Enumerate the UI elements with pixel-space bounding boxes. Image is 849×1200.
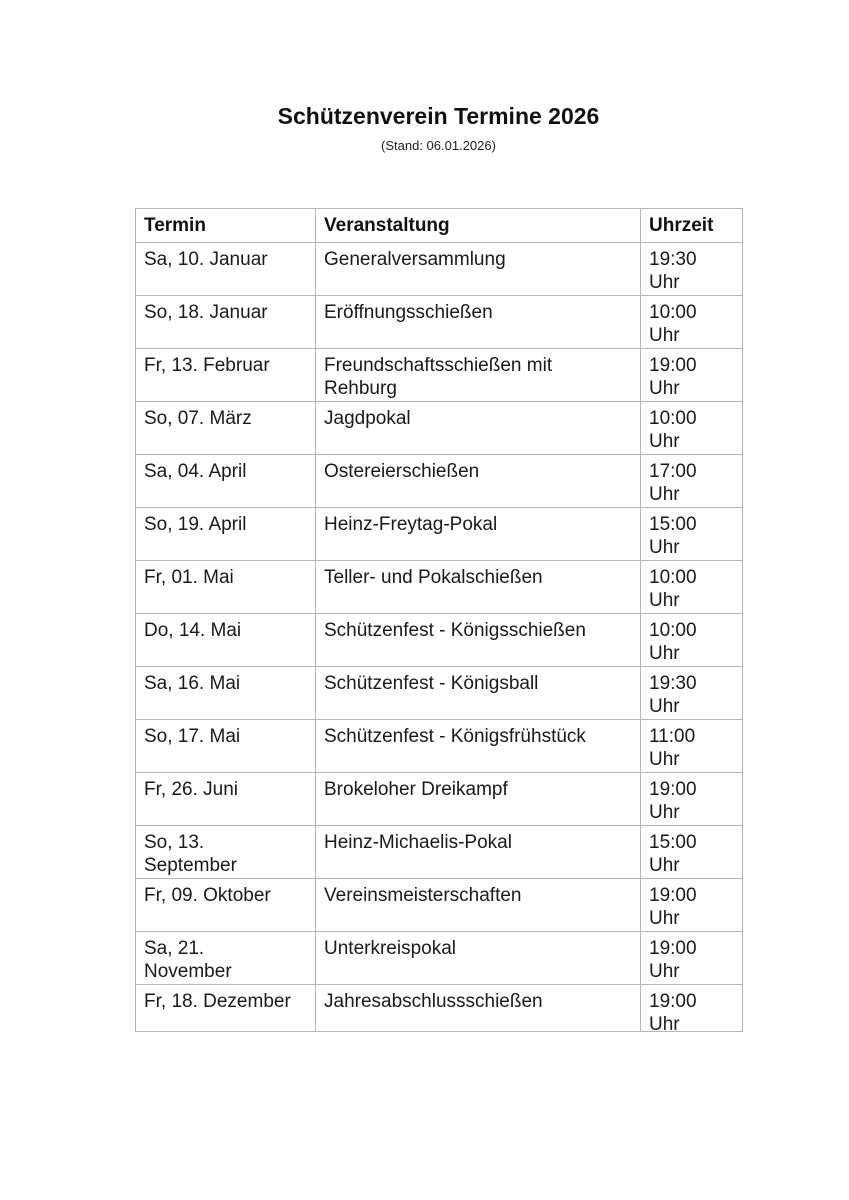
table-row bbox=[136, 561, 743, 614]
time-text: 11:00 bbox=[649, 726, 696, 747]
time-cell bbox=[641, 985, 743, 1032]
event-text: Schützenfest - Königsfrühstück bbox=[324, 726, 586, 747]
time-text: Uhr bbox=[649, 749, 680, 770]
time-cell bbox=[641, 243, 743, 296]
time-text: 10:00 bbox=[649, 567, 697, 588]
time-text: 19:00 bbox=[649, 779, 697, 800]
table-row bbox=[136, 773, 743, 826]
event-cell bbox=[316, 508, 641, 561]
termin-cell bbox=[136, 349, 316, 402]
time-cell bbox=[641, 879, 743, 932]
page-subtitle: (Stand: 06.01.2026) bbox=[381, 138, 496, 153]
time-cell bbox=[641, 826, 743, 879]
event-cell bbox=[316, 455, 641, 508]
time-text: 10:00 bbox=[649, 620, 697, 641]
time-text: Uhr bbox=[649, 325, 680, 346]
event-cell bbox=[316, 614, 641, 667]
time-cell bbox=[641, 773, 743, 826]
event-text: Teller- und Pokalschießen bbox=[324, 567, 543, 588]
termin-cell bbox=[136, 826, 316, 879]
table-row bbox=[136, 614, 743, 667]
event-text: Schützenfest - Königsschießen bbox=[324, 620, 586, 641]
time-cell bbox=[641, 932, 743, 985]
event-text: Brokeloher Dreikampf bbox=[324, 779, 508, 800]
column-header-label: Uhrzeit bbox=[649, 215, 714, 236]
document-content bbox=[135, 0, 742, 1032]
time-cell bbox=[641, 455, 743, 508]
time-text: 15:00 bbox=[649, 514, 697, 535]
termin-text: Sa, 04. April bbox=[144, 461, 247, 482]
event-text: Freundschaftsschießen mit bbox=[324, 355, 553, 376]
time-cell bbox=[641, 667, 743, 720]
time-text: 19:30 bbox=[649, 249, 697, 270]
time-text: Uhr bbox=[649, 1014, 680, 1031]
column-header-label: Veranstaltung bbox=[324, 215, 450, 236]
termin-text: Fr, 26. Juni bbox=[144, 779, 238, 800]
time-cell bbox=[641, 720, 743, 773]
time-text: 10:00 bbox=[649, 408, 697, 429]
time-text: Uhr bbox=[649, 378, 680, 399]
time-text: 19:00 bbox=[649, 355, 697, 376]
table-row bbox=[136, 402, 743, 455]
time-cell bbox=[641, 561, 743, 614]
event-text: Ostereierschießen bbox=[324, 461, 480, 482]
time-text: 10:00 bbox=[649, 302, 697, 323]
termin-text: So, 07. März bbox=[144, 408, 252, 429]
time-text: Uhr bbox=[649, 855, 680, 876]
time-text: Uhr bbox=[649, 908, 680, 929]
event-cell bbox=[316, 402, 641, 455]
termin-text: Fr, 18. Dezember bbox=[144, 991, 291, 1012]
event-text: Jahresabschlussschießen bbox=[324, 991, 543, 1012]
termin-text: September bbox=[144, 855, 237, 876]
termin-text: So, 18. Januar bbox=[144, 302, 268, 323]
termin-cell bbox=[136, 879, 316, 932]
table-row bbox=[136, 932, 743, 985]
time-text: Uhr bbox=[649, 802, 680, 823]
termin-text: Fr, 09. Oktober bbox=[144, 885, 271, 906]
schedule-table-header bbox=[136, 209, 743, 243]
event-cell bbox=[316, 985, 641, 1032]
time-text: Uhr bbox=[649, 431, 680, 452]
event-cell bbox=[316, 561, 641, 614]
termin-cell bbox=[136, 773, 316, 826]
schedule-table bbox=[135, 208, 743, 1032]
page-title: Schützenverein Termine 2026 bbox=[277, 103, 600, 129]
event-text: Rehburg bbox=[324, 378, 397, 399]
event-text: Unterkreispokal bbox=[324, 938, 456, 959]
event-cell bbox=[316, 243, 641, 296]
time-cell bbox=[641, 508, 743, 561]
termin-text: So, 19. April bbox=[144, 514, 247, 535]
column-header-termin bbox=[136, 209, 316, 243]
termin-cell bbox=[136, 985, 316, 1032]
time-text: 15:00 bbox=[649, 832, 697, 853]
termin-cell bbox=[136, 296, 316, 349]
time-cell bbox=[641, 614, 743, 667]
event-text: Jagdpokal bbox=[324, 408, 411, 429]
termin-cell bbox=[136, 243, 316, 296]
event-cell bbox=[316, 349, 641, 402]
event-cell bbox=[316, 296, 641, 349]
table-row bbox=[136, 667, 743, 720]
time-text: 19:00 bbox=[649, 885, 697, 906]
time-text: Uhr bbox=[649, 696, 680, 717]
table-row bbox=[136, 508, 743, 561]
table-row bbox=[136, 455, 743, 508]
table-row bbox=[136, 985, 743, 1032]
termin-text: Sa, 21. bbox=[144, 938, 205, 959]
time-text: 17:00 bbox=[649, 461, 697, 482]
event-text: Generalversammlung bbox=[324, 249, 506, 270]
event-cell bbox=[316, 826, 641, 879]
event-text: Schützenfest - Königsball bbox=[324, 673, 539, 694]
header-row bbox=[136, 209, 743, 243]
termin-text: November bbox=[144, 961, 232, 982]
termin-cell bbox=[136, 561, 316, 614]
time-text: Uhr bbox=[649, 272, 680, 293]
table-row bbox=[136, 296, 743, 349]
event-cell bbox=[316, 720, 641, 773]
termin-text: Sa, 16. Mai bbox=[144, 673, 241, 694]
table-row bbox=[136, 826, 743, 879]
column-header-label: Termin bbox=[144, 215, 206, 236]
termin-cell bbox=[136, 614, 316, 667]
termin-cell bbox=[136, 720, 316, 773]
time-cell bbox=[641, 402, 743, 455]
time-cell bbox=[641, 296, 743, 349]
time-cell bbox=[641, 349, 743, 402]
time-text: Uhr bbox=[649, 484, 680, 505]
time-text: Uhr bbox=[649, 590, 680, 611]
table-row bbox=[136, 243, 743, 296]
event-cell bbox=[316, 667, 641, 720]
table-row bbox=[136, 349, 743, 402]
event-text: Heinz-Freytag-Pokal bbox=[324, 514, 498, 535]
time-text: Uhr bbox=[649, 643, 680, 664]
column-header-uhrzeit bbox=[641, 209, 743, 243]
schedule-table-body bbox=[136, 243, 743, 1032]
time-text: 19:30 bbox=[649, 673, 697, 694]
table-row bbox=[136, 720, 743, 773]
termin-cell bbox=[136, 455, 316, 508]
time-text: Uhr bbox=[649, 537, 680, 558]
termin-cell bbox=[136, 667, 316, 720]
column-header-veranstaltung bbox=[316, 209, 641, 243]
time-text: Uhr bbox=[649, 961, 680, 982]
termin-text: Fr, 13. Februar bbox=[144, 355, 270, 376]
termin-text: So, 17. Mai bbox=[144, 726, 241, 747]
table-row bbox=[136, 879, 743, 932]
termin-text: Fr, 01. Mai bbox=[144, 567, 234, 588]
event-cell bbox=[316, 932, 641, 985]
event-text: Heinz-Michaelis-Pokal bbox=[324, 832, 512, 853]
termin-cell bbox=[136, 508, 316, 561]
event-text: Vereinsmeisterschaften bbox=[324, 885, 522, 906]
termin-cell bbox=[136, 932, 316, 985]
time-text: 19:00 bbox=[649, 938, 697, 959]
event-cell bbox=[316, 879, 641, 932]
termin-text: So, 13. bbox=[144, 832, 205, 853]
time-text: 19:00 bbox=[649, 991, 697, 1012]
event-text: Eröffnungsschießen bbox=[324, 302, 493, 323]
termin-cell bbox=[136, 402, 316, 455]
termin-text: Sa, 10. Januar bbox=[144, 249, 268, 270]
termin-text: Do, 14. Mai bbox=[144, 620, 242, 641]
event-cell bbox=[316, 773, 641, 826]
